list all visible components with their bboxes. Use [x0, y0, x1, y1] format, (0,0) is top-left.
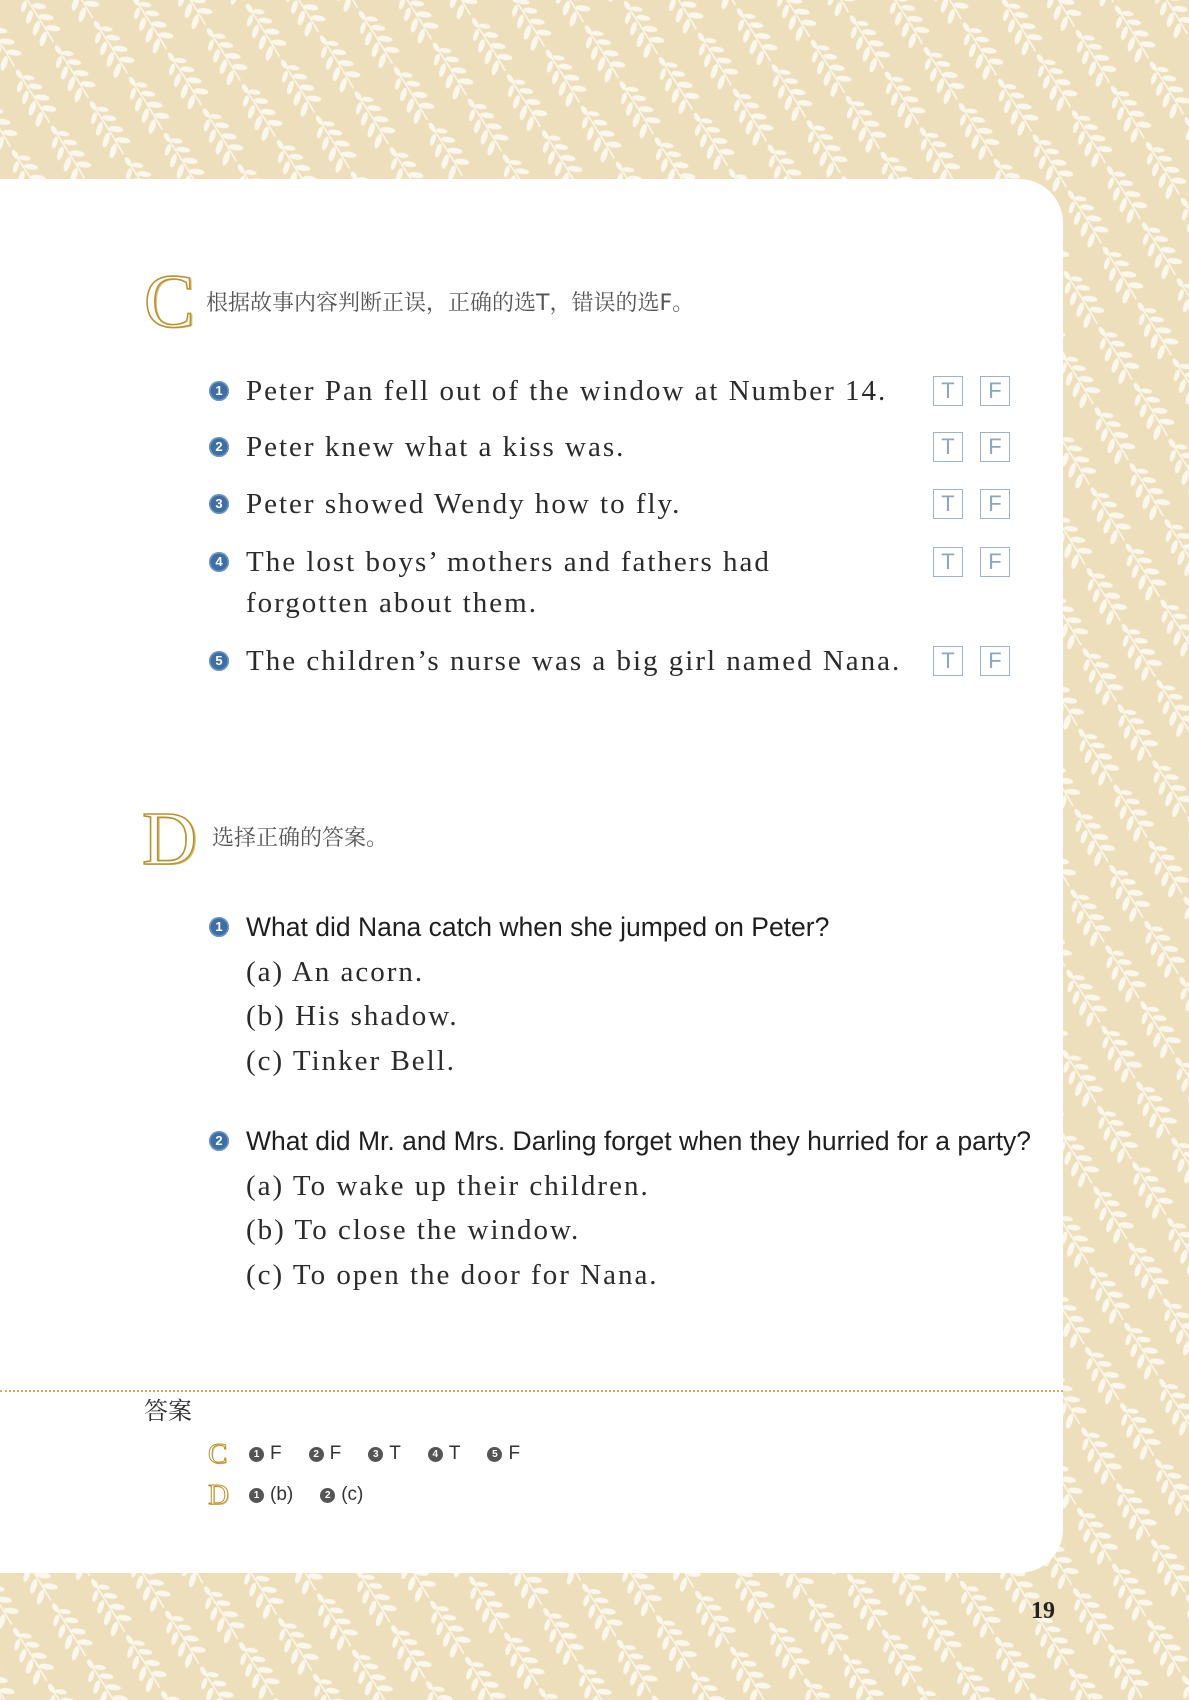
answer-number-badge: 1: [249, 1488, 264, 1503]
answer-item: [368, 1443, 401, 1465]
statement-text: The lost boys’ mothers and fathers had forgotten about them.: [246, 546, 771, 619]
answer-value: (c): [341, 1484, 364, 1505]
true-choice-box: T: [933, 547, 963, 577]
answer-value: F: [270, 1443, 282, 1464]
answer-value: (b): [270, 1484, 294, 1505]
question-block: [200, 1119, 1060, 1297]
item-number-badge: 1: [209, 381, 229, 401]
answer-value: F: [329, 1443, 342, 1464]
answer-number-badge: 2: [320, 1488, 335, 1503]
answer-row-d: [208, 1481, 608, 1509]
false-choice-box: F: [980, 646, 1010, 676]
true-choice-box: T: [933, 376, 963, 406]
answer-option: (a) To wake up their children.: [246, 1169, 650, 1202]
question-number-badge: 1: [209, 917, 229, 937]
question-block: [200, 905, 1060, 1083]
false-choice-box: F: [980, 432, 1010, 462]
page-number: 19: [1031, 1598, 1055, 1624]
statement-text: The children’s nurse was a big girl named Nana.: [246, 645, 902, 677]
answer-option: (c) To open the door for Nana.: [246, 1258, 659, 1291]
answer-divider: [0, 1390, 1063, 1392]
true-choice-box: T: [933, 646, 963, 676]
false-choice-box: F: [980, 489, 1010, 519]
answer-key-heading: 答案: [144, 1397, 192, 1425]
answer-item: [320, 1484, 363, 1506]
answer-section-letter: C: [208, 1438, 228, 1470]
item-number-badge: 5: [209, 651, 229, 671]
answer-number-badge: 2: [309, 1447, 324, 1462]
statement-text: Peter showed Wendy how to fly.: [246, 488, 682, 520]
answer-number-badge: 4: [428, 1447, 443, 1462]
true-choice-box: T: [933, 432, 963, 462]
answer-option: (a) An acorn.: [246, 955, 425, 988]
answer-option: (c) Tinker Bell.: [246, 1044, 457, 1077]
section-d-letter: D: [142, 797, 197, 881]
true-choice-box: T: [933, 489, 963, 519]
question-text: What did Nana catch when she jumped on Peter?: [246, 912, 830, 942]
answer-number-badge: 5: [487, 1447, 502, 1462]
section-d-instruction: 选择正确的答案。: [212, 826, 389, 851]
section-c-letter: C: [144, 260, 195, 344]
false-choice-box: F: [980, 547, 1010, 577]
statement-text: Peter Pan fell out of the window at Number 14.: [246, 375, 888, 407]
item-number-badge: 3: [209, 494, 229, 514]
answer-value: T: [389, 1443, 401, 1464]
answer-list: [249, 1481, 363, 1509]
answer-number-badge: 3: [368, 1447, 383, 1462]
answer-value: T: [448, 1443, 461, 1464]
answer-item: [487, 1443, 520, 1465]
true-false-item: [200, 542, 1030, 624]
true-false-item: [200, 641, 1030, 723]
answer-number-badge: 1: [249, 1447, 264, 1462]
answer-section-letter: D: [208, 1479, 229, 1511]
question-number-badge: 2: [209, 1131, 229, 1151]
item-number-badge: 2: [209, 437, 229, 457]
false-choice-box: F: [980, 376, 1010, 406]
answer-option: (b) To close the window.: [246, 1214, 581, 1246]
answer-item: [249, 1443, 282, 1465]
answer-item: [428, 1443, 461, 1465]
item-number-badge: 4: [209, 552, 229, 572]
answer-item: [249, 1484, 293, 1506]
question-text: What did Mr. and Mrs. Darling forget when they hurried for a party?: [246, 1126, 1032, 1156]
answer-option: (b) His shadow.: [246, 1000, 459, 1032]
statement-text: Peter knew what a kiss was.: [246, 431, 626, 463]
answer-list: [249, 1440, 520, 1468]
answer-item: [309, 1443, 342, 1465]
section-c-instruction: 根据故事内容判断正误，正确的选T，错误的选F。: [206, 291, 695, 316]
answer-value: F: [508, 1443, 521, 1464]
answer-row-c: [208, 1440, 608, 1468]
